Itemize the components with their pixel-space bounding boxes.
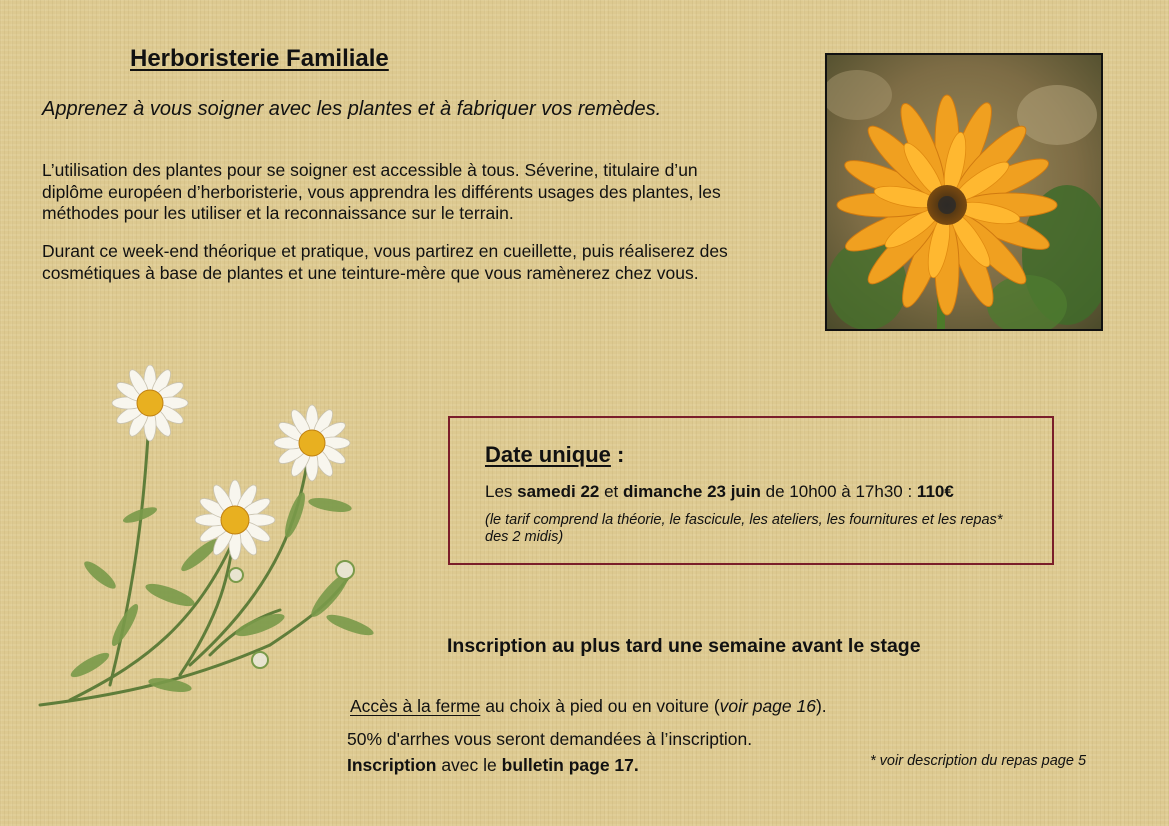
date-heading-label: Date unique <box>485 442 611 467</box>
date-box <box>448 416 1054 565</box>
bulletin-line <box>347 755 639 776</box>
meal-footnote: * voir description du repas page 5 <box>870 753 1087 769</box>
access-text: au choix à pied ou en voiture ( <box>480 696 720 716</box>
access-end: ). <box>815 696 827 716</box>
date-heading <box>485 442 624 468</box>
registration-deadline: Inscription au plus tard une semaine avant le stage <box>447 635 921 657</box>
access-line <box>350 696 827 717</box>
access-page-ref: voir page 16 <box>719 696 816 716</box>
page-subtitle: Apprenez à vous soigner avec les plantes et à fabriquer vos remèdes. <box>42 98 662 120</box>
date-and: et <box>599 482 623 501</box>
deposit-line: 50% d'arrhes vous seront demandées à l’inscription. <box>347 729 753 749</box>
date-prefix: Les <box>485 482 518 501</box>
date-day2: dimanche 23 juin <box>623 482 761 501</box>
intro-paragraph: L’utilisation des plantes pour se soigner est accessible à tous. Séverine, titulaire d’un diplôme européen d’herboristerie, vous apprendra les différents usages des plantes, les méthodes pour les utiliser et la reconnaissance sur le terrain. <box>42 160 721 223</box>
access-link[interactable]: Accès à la ferme <box>350 696 481 716</box>
price: 110€ <box>916 482 954 501</box>
weekend-paragraph: Durant ce week-end théorique et pratique, vous partirez en cueillette, puis réaliserez des cosmétiques à base de plantes et une teinture-mère que vous ramènerez chez vous. <box>42 241 728 283</box>
bulletin-middle: avec le <box>436 755 502 775</box>
bulletin-word2: bulletin page 17. <box>501 755 639 775</box>
tarif-note: (le tarif comprend la théorie, le fascicule, les ateliers, les fournitures et les repas* des 2 midis) <box>485 512 1003 545</box>
date-line <box>485 482 954 502</box>
date-heading-colon: : <box>610 442 625 467</box>
bulletin-word1: Inscription <box>347 755 437 775</box>
date-day1: samedi 22 <box>517 482 600 501</box>
page-title: Herboristerie Familiale <box>130 45 389 72</box>
calendula-flower-photo <box>825 53 1103 331</box>
date-time: de 10h00 à 17h30 : <box>760 482 917 501</box>
chamomile-illustration <box>30 365 400 725</box>
